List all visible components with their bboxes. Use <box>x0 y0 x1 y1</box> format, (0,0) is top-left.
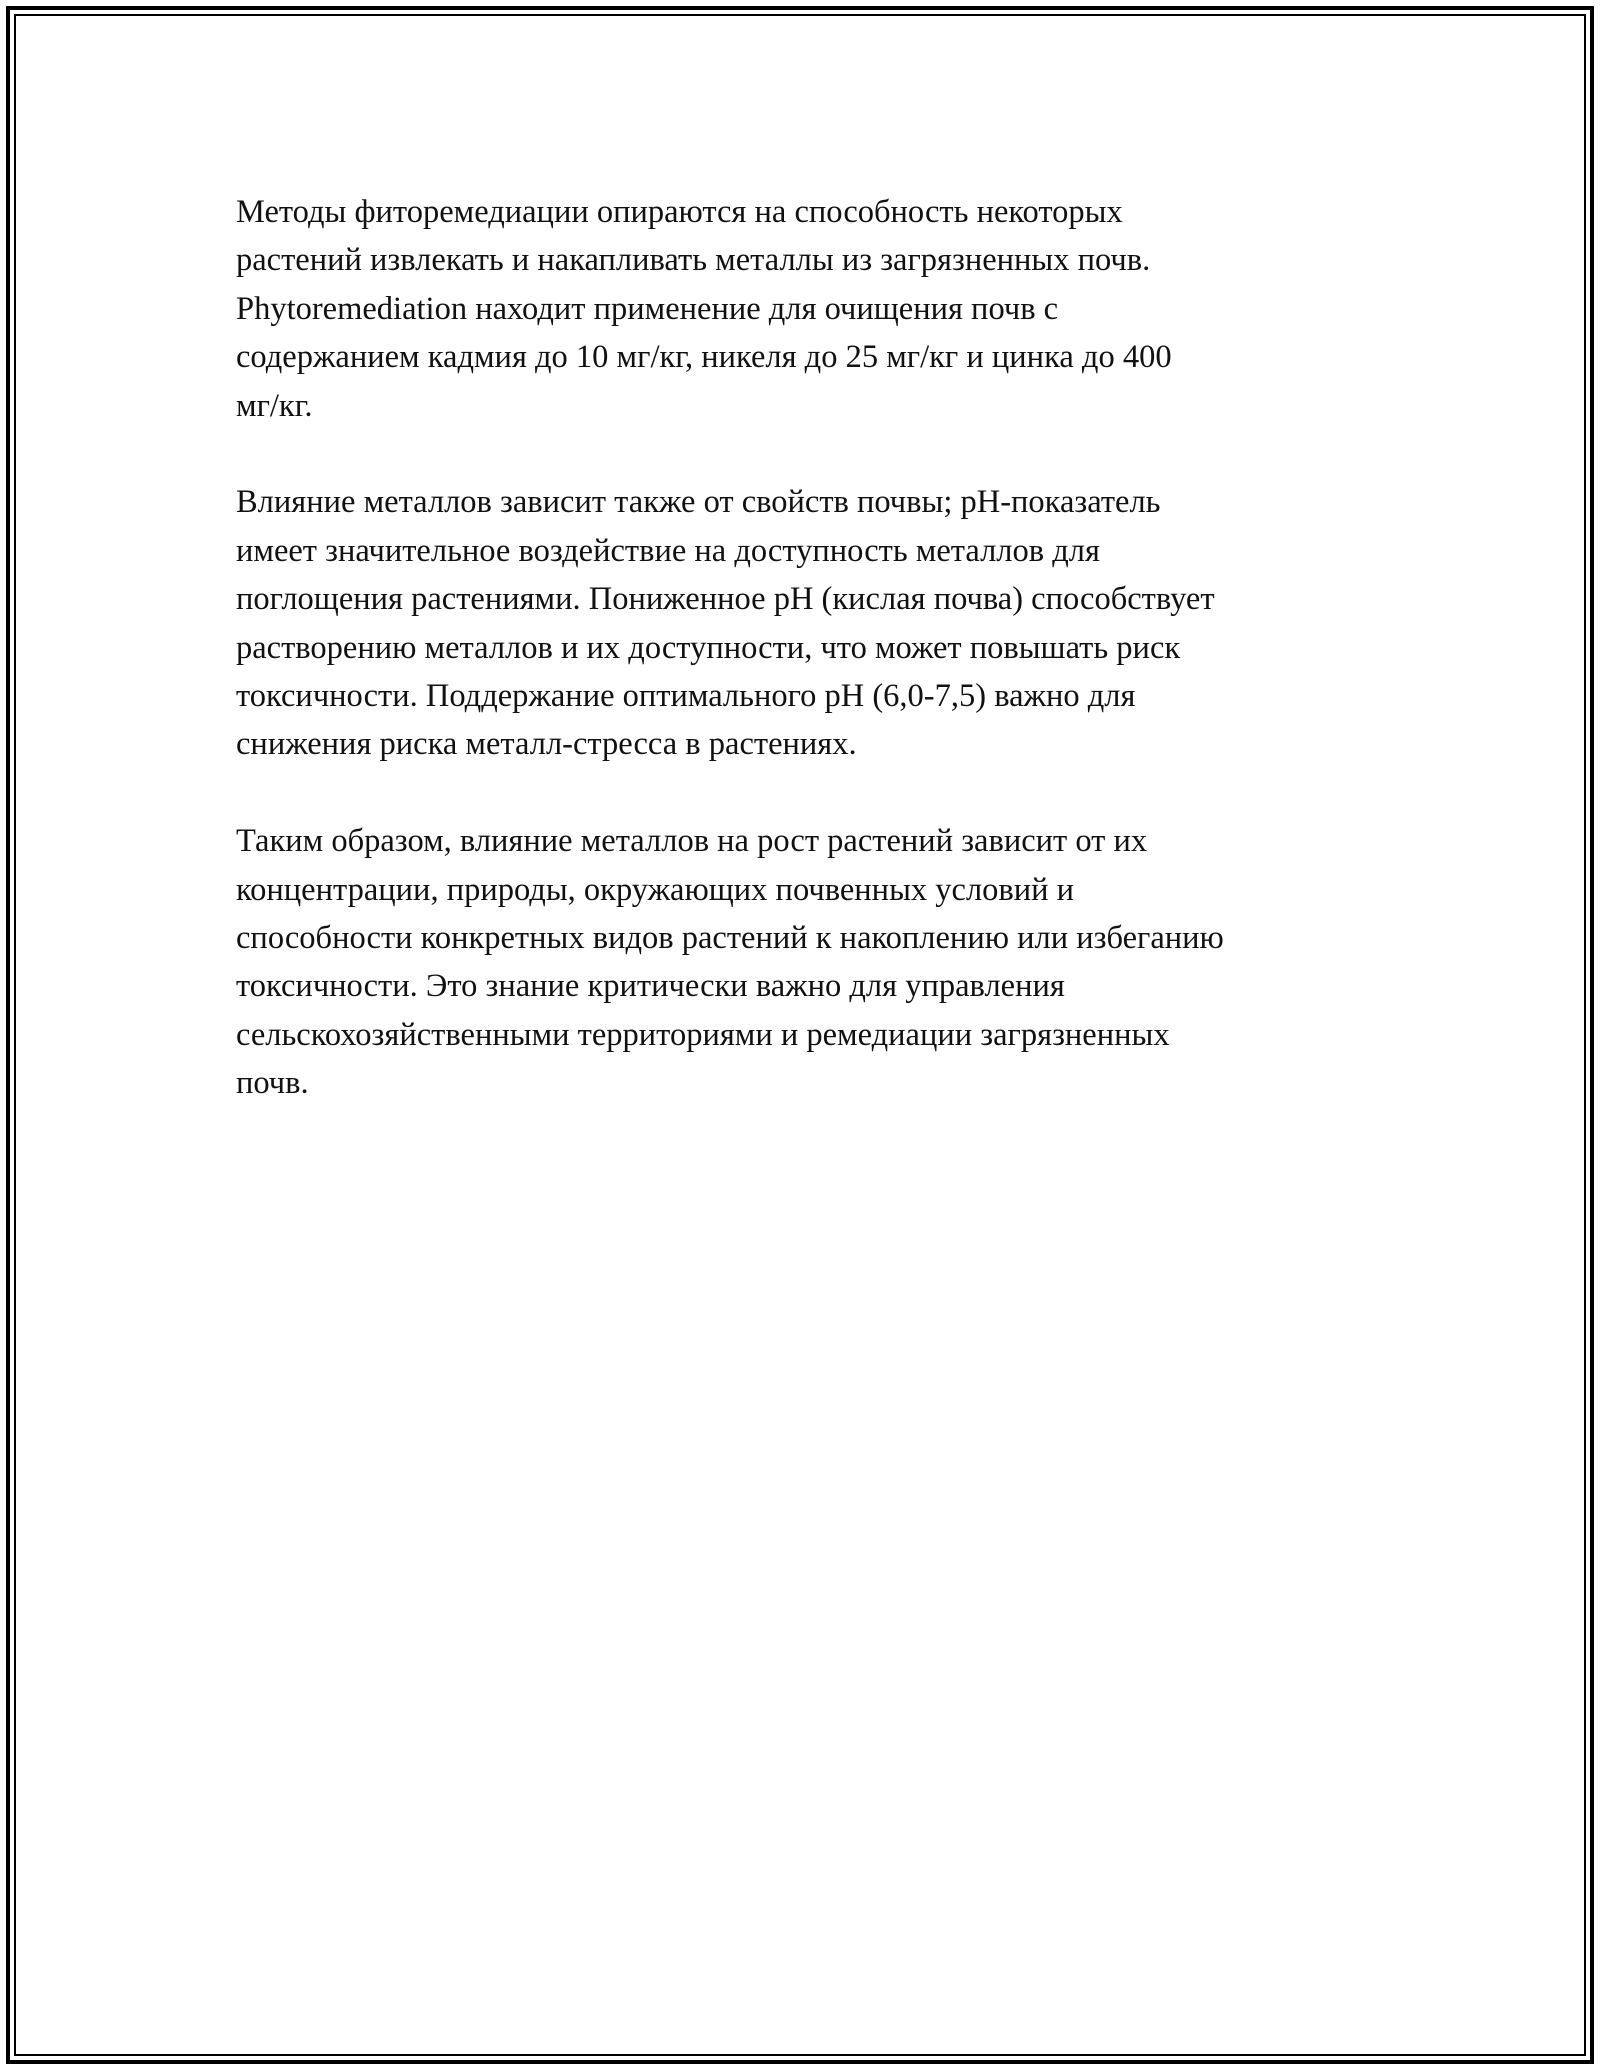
text-line: токсичности. Это знание критически важно для управления <box>236 968 1065 1005</box>
text-line: токсичности. Поддержание оптимального pH (6,0-7,5) важно для <box>236 678 1136 715</box>
paragraph-soil-ph <box>236 478 1376 768</box>
text-line: содержанием кадмия до 10 мг/кг, никеля до 25 мг/кг и цинка до 400 <box>236 339 1172 376</box>
text-line: способности конкретных видов растений к накоплению или избеганию <box>236 920 1224 957</box>
paragraph-conclusion <box>236 817 1376 1107</box>
text-line: Влияние металлов зависит также от свойств почвы; pH-показатель <box>236 484 1161 521</box>
text-line: Таким образом, влияние металлов на рост растений зависит от их <box>236 823 1148 860</box>
text-line: поглощения растениями. Пониженное pH (кислая почва) способствует <box>236 581 1215 618</box>
text-line: почв. <box>236 1065 309 1102</box>
paragraph-phytoremediation <box>236 188 1376 430</box>
document-body <box>236 188 1376 1156</box>
text-line: Phytoremediation находит применение для очищения почв с <box>236 290 1059 327</box>
text-line: концентрации, природы, окружающих почвенных условий и <box>236 871 1075 908</box>
text-line: растений извлекать и накапливать металлы из загрязненных почв. <box>236 242 1151 279</box>
text-line: Методы фиторемедиации опираются на способность некоторых <box>236 194 1123 230</box>
text-line: мг/кг. <box>236 387 313 424</box>
text-line: имеет значительное воздействие на доступность металлов для <box>236 532 1100 569</box>
text-line: снижения риска металл-стресса в растениях. <box>236 726 857 763</box>
text-line: сельскохозяйственными территориями и ремедиации загрязненных <box>236 1016 1170 1053</box>
text-line: растворению металлов и их доступности, что может повышать риск <box>236 629 1181 666</box>
